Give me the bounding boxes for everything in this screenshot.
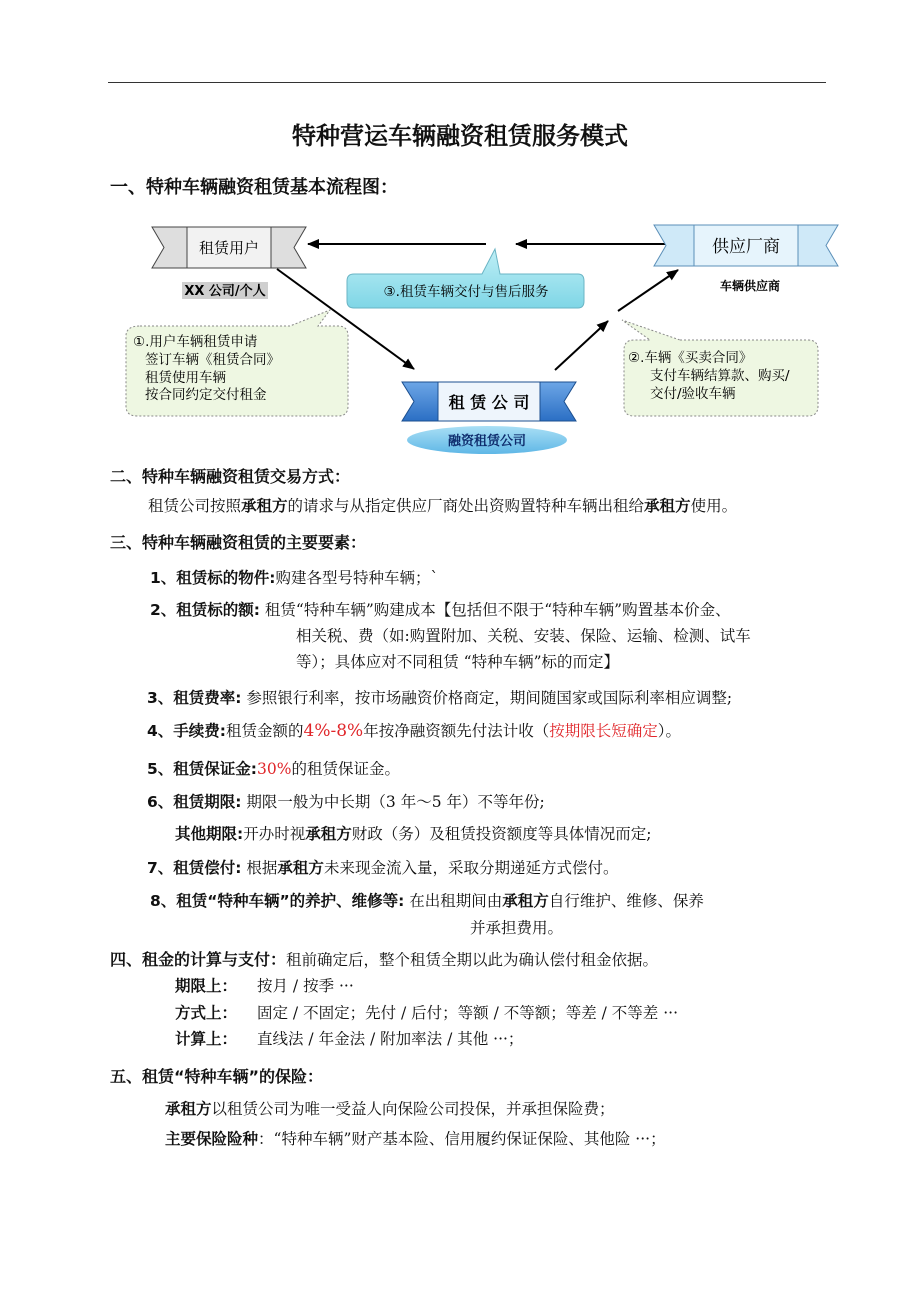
deposit-rate: 30% [256, 760, 292, 778]
lessor-label: 租 赁 公 司 [448, 393, 530, 412]
section1-heading: 一、特种车辆融资租赁基本流程图： [110, 177, 398, 198]
section3-heading: 三、特种车辆融资租赁的主要要素： [110, 533, 367, 552]
item-3: 3、租赁费率: 参照银行利率，按市场融资价格商定，期间随国家或国际利率相应调整; [147, 689, 733, 707]
lessor-sub: 融资租赁公司 [447, 434, 527, 449]
item-2-line3: 等）；具体应对不同租赁 “特种车辆”标的而定】 [296, 653, 620, 671]
lessee-label: 租赁用户 [198, 239, 260, 257]
page-title: 特种营运车辆融资租赁服务模式 [292, 122, 628, 150]
insurance-line-1: 承租方以租赁公司为唯一受益人向保险公司投保，并承担保险费； [165, 1100, 615, 1118]
section4-heading-line: 四、租金的计算与支付：租前确定后，整个租赁全期以此为确认偿付租金依据。 [110, 950, 659, 969]
supplier-sub: 车辆供应商 [719, 279, 781, 293]
supplier-label: 供应厂商 [712, 237, 780, 257]
item-5: 5、租赁保证金:30%的租赁保证金。 [147, 760, 400, 778]
flow-diagram [0, 215, 920, 465]
item-6b: 其他期限:开办时视承租方财政（务）及租赁投资额度等具体情况而定; [175, 825, 652, 843]
lessee-sub: XX 公司/个人 [184, 284, 266, 299]
step1-text: ①.用户车辆租赁申请 签订车辆《租赁合同》 租赁使用车辆 按合同约定交付租金 [133, 334, 280, 403]
calc-row-period: 期限上： 按月 / 按季 ··· [175, 977, 354, 995]
item-2-line2: 相关税、费（如:购置附加、关税、安装、保险、运输、检测、试车 [296, 627, 751, 645]
calc-row-method: 方式上： 固定 / 不固定；先付 / 后付；等额 / 不等额；等差 / 不等差 ··· [175, 1004, 679, 1022]
item-2: 2、租赁标的额: 租赁“特种车辆”购建成本【包括但不限于“特种车辆”购置基本价金、 [150, 601, 731, 619]
step2-text: ②.车辆《买卖合同》 支付车辆结算款、购买/ 交付/验收车辆 [628, 350, 790, 402]
section2-heading: 二、特种车辆融资租赁交易方式： [110, 467, 351, 486]
arrow-to-supplier [618, 270, 678, 311]
header-rule [108, 82, 826, 83]
item-8-line2: 并承担费用。 [470, 919, 564, 937]
step3-text: ③.租赁车辆交付与售后服务 [383, 284, 549, 300]
item-6: 6、租赁期限: 期限一般为中长期（3 年～5 年）不等年份; [147, 793, 545, 811]
fee-rate: 4%-8% [303, 721, 364, 741]
item-8: 8、租赁“特种车辆”的养护、维修等: 在出租期间由承租方自行维护、维修、保养 [150, 892, 704, 910]
arrow-lessor-up [555, 321, 608, 370]
item-1: 1、租赁标的物件:购建各型号特种车辆；` [150, 569, 439, 587]
section2-text: 租赁公司按照承租方的请求与从指定供应厂商处出资购置特种车辆出租给承租方使用。 [148, 497, 738, 515]
calc-row-calc: 计算上： 直线法 / 年金法 / 附加率法 / 其他 ···； [175, 1030, 524, 1048]
item-7: 7、租赁偿付: 根据承租方未来现金流入量，采取分期递延方式偿付。 [147, 859, 619, 877]
item-4: 4、手续费:租赁金额的4%-8%年按净融资额先付法计收（按期限长短确定）。 [147, 721, 681, 741]
section5-heading: 五、租赁“特种车辆”的保险： [110, 1067, 324, 1086]
insurance-line-2: 主要保险险种：“特种车辆”财产基本险、信用履约保证保险、其他险 ···； [165, 1130, 666, 1148]
